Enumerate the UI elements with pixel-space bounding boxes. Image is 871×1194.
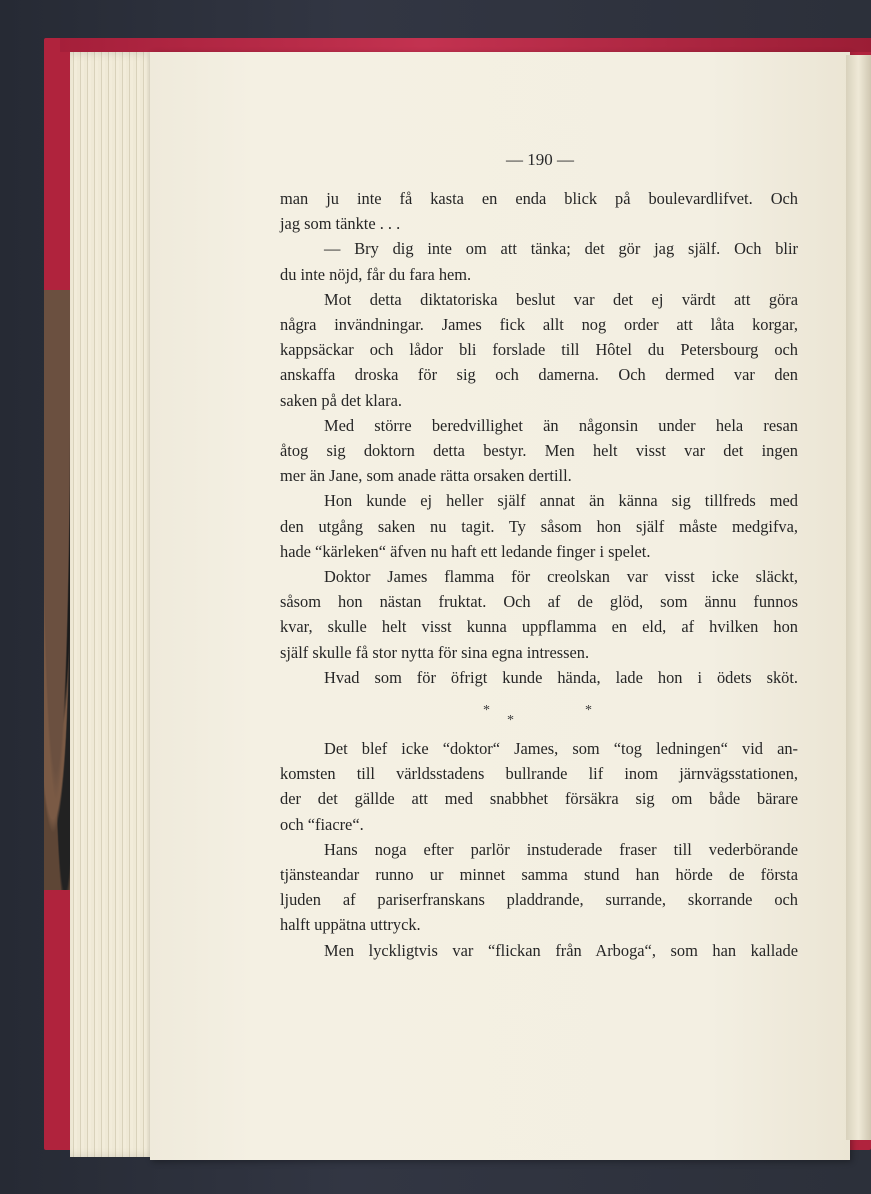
separator-star: * — [585, 703, 592, 719]
text-section-after — [280, 736, 798, 963]
text-line: Doktor James flamma för creolskan var visst icke släckt, — [324, 567, 798, 587]
text-line: och “fiacre“. — [280, 814, 364, 834]
cover-top-edge — [60, 38, 871, 52]
text-line: några invändningar. James fick allt nog order att låta korgar, — [280, 315, 798, 335]
text-line: Men lyckligtvis var “flickan från Arboga“, som han kallade — [324, 940, 798, 960]
text-line: hade “kärleken“ äfven nu haft ett ledande finger i spelet. — [280, 541, 651, 561]
text-line: Hans noga efter parlör instuderade fraser till vederbörande — [324, 839, 798, 859]
text-line: själf skulle få stor nytta för sina egna intressen. — [280, 642, 590, 662]
text-line: åtog sig doktorn detta bestyr. Men helt visst var det ingen — [280, 441, 798, 461]
text-line: du inte nöjd, får du fara hem. — [280, 264, 472, 284]
text-line: tjänsteandar runno ur minnet samma stund han hörde de första — [280, 865, 798, 885]
text-line: Det blef icke “doktor“ James, som “tog ledningen“ vid an- — [324, 739, 798, 759]
page-number: — 190 — — [506, 150, 574, 169]
text-line: kvar, skulle helt visst kunna uppflamma en eld, af hvilken hon — [280, 617, 798, 637]
text-line: den utgång saken nu tagit. Ty såsom hon själf måste medgifva, — [280, 516, 798, 536]
text-line: Hvad som för öfrigt kunde hända, lade hon i ödets sköt. — [324, 667, 798, 687]
text-line: Med större beredvillighet än någonsin under hela resan — [324, 415, 798, 435]
text-line: mer än Jane, som anade rätta orsaken dertill. — [280, 466, 572, 486]
section-separator — [280, 690, 798, 736]
text-line: ljuden af pariserfranskans pladdrande, surrande, skorrande och — [280, 890, 798, 910]
body-text — [280, 186, 798, 963]
text-line: — Bry dig inte om att tänka; det gör jag själf. Och blir — [324, 239, 798, 259]
text-section-before — [280, 186, 798, 690]
page-edges-left — [70, 52, 160, 1157]
text-line: man ju inte få kasta en enda blick på boulevardlifvet. Och — [280, 189, 798, 208]
page-edges-right — [846, 55, 871, 1140]
text-line: jag som tänkte . . . — [280, 214, 401, 234]
separator-star: * — [507, 713, 514, 729]
text-line: halft uppätna uttryck. — [280, 915, 421, 935]
separator-star: * — [483, 703, 490, 719]
text-line: komsten till världsstadens bullrande lif inom järnvägsstationen, — [280, 764, 798, 784]
text-line: anskaffa droska för sig och damerna. Och dermed var den — [280, 365, 798, 385]
text-line: Hon kunde ej heller själf annat än känna sig tillfreds med — [324, 491, 798, 511]
text-line: såsom hon nästan fruktat. Och af de glöd, som ännu funnos — [280, 592, 798, 612]
text-line: saken på det klara. — [280, 390, 402, 410]
text-line: Mot detta diktatoriska beslut var det ej värdt att göra — [324, 289, 798, 309]
text-line: kappsäckar och lådor bli forslade till Hôtel du Petersbourg och — [280, 340, 798, 360]
text-line: der det gällde att med snabbhet försäkra sig om både bärare — [280, 789, 798, 809]
